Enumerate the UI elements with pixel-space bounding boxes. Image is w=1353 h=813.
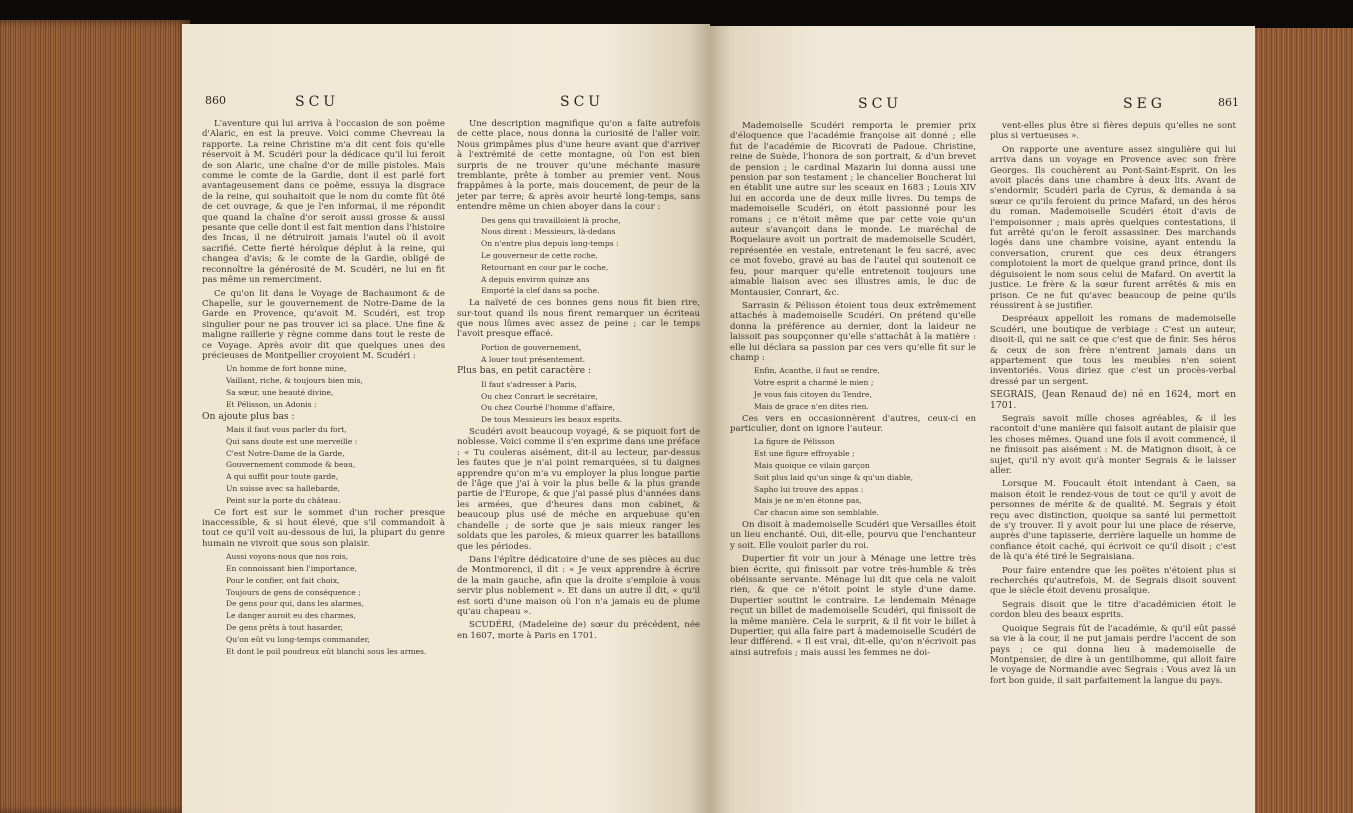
paragraph: Scudéri avoit beaucoup voyagé, & se piquoit fort de noblesse. Voici comme il s'en exprime dans une préface : « Tu couleras aisément, dit-il au lecteur, par-dessus les fautes que je n'ai point remarquées, si tu daignes apprendre qu'on m'a vu employer la plus longue partie de l'âge que j'ai à voir la plus belle & la plus grande partie de l'Europe, & que j'ai passé plus d'années dans les armées, que d'heures dans mon cabinet, & beaucoup plus usé de méche en arquebuse qu'en chandelle ; de sorte que je sais mieux ranger les soldats que les paroles, & mieux quarrer les bataillons que les périodes. (457, 427, 700, 552)
verse-line: Vaillant, riche, & toujours bien mis, (226, 376, 363, 386)
paragraph: Segrais disoit que le titre d'académicien étoit le cordon bleu des beaux esprits. (990, 599, 1236, 621)
verse-line: Qu'on eût vu long-temps commander, (226, 634, 370, 644)
verse-line: Sa sœur, une beauté divine, (226, 387, 334, 397)
paragraph: Quoique Segrais fût de l'académie, & qu'il eût passé sa vie à la cour, il ne put jamais perdre l'accent de son pays ; ce qui donna lieu à mademoiselle de Montpensier, de dire à un gentilhomme, qui alloit faire le voyage de Normandie avec Segrais : Vous avez là un fort bon guide, il sait parfaitement la langue du pays. (990, 623, 1236, 686)
verse-line: Ou chez Courbé l'homme d'affaire, (481, 403, 615, 413)
book-edge-right (1250, 28, 1353, 813)
verse-line: De gens pour qui, dans les alarmes, (226, 599, 364, 609)
paragraph: Ce fort est sur le sommet d'un rocher presque inaccessible, & si hout élevé, que s'il commandoit à tout ce qu'il voit au-dessous de lui, la plupart du genre humain ne vivroit que sous son plaisir. (202, 507, 445, 549)
paragraph: Segrais savoit mille choses agréables, & il les racontoit d'une manière qui faisoit autant de plaisir que les choses mêmes. Quand une fois il avoit commencé, il ne finissoit pas aisément : M. de Matignon disoit, à ce sujet, qu'il n'y avoit qu'à monter Segrais & le laisser aller. (990, 413, 1236, 476)
left-page-header (205, 94, 695, 116)
running-head-right: SCU (560, 94, 605, 110)
verse-line: Mais il faut vous parler du fort, (226, 424, 347, 434)
verse-line: Il faut s'adresser à Paris, (481, 379, 577, 389)
verse-line: Un suisse avec sa hallebarde, (226, 483, 340, 493)
verse-line: Portion de gouvernement, (481, 342, 582, 352)
paragraph: Sarrasin & Pélisson étoient tous deux extrêmement attachés à mademoiselle Scudéri. On prétend qu'elle donna la préférence au dernier, dont la laideur ne laissoit pas soupçonner qu'elle s'attachât à la matière : elle lui déclara sa passion par ces vers qu'elle fit sur le champ : (730, 300, 976, 363)
paragraph: Pour faire entendre que les poëtes n'étoient plus si recherchés qu'autrefois, M. de Segrais disoit souvent que le siècle étoit devenu prosaïque. (990, 565, 1236, 597)
verse-line: Mais quoique ce vilain garçon (754, 460, 870, 470)
paragraph: On rapporte une aventure assez singulière qui lui arriva dans un voyage en Provence avec son frère Georges. Ils couchèrent au Pont-Saint-Esprit. On les avoit placés dans une chambre à deux lits. Avant de s'endormir, Scudéri parla de Cyrus, & demanda à sa sœur ce qu'ils feroient du prince Mafard, un des héros du roman. Mademoiselle Scudéri étoit d'avis de l'empoisonner ; mais après quelques contestations, il fut arrêté qu'on le feroit assassiner. Des marchands logés dans une chambre voisine, ayant entendu la conversation, crurent que ces deux étrangers complotoient la mort de quelque grand prince, dont ils déguisoient le nom sous celui de Mafard. On avertit la justice. Le frère & la sœur furent arrêtés & mis en prison. Ce ne fut qu'avec beaucoup de peine qu'ils réussirent à se justifier. (990, 144, 1236, 311)
verse-line: A louer tout présentement. (481, 354, 586, 364)
paragraph: La naïveté de ces bonnes gens nous fit bien rire, sur-tout quand ils nous firent remarquer un écriteau que nous lûmes avec assez de peine ; car le temps l'avoit presque effacé. (457, 298, 700, 340)
running-head-right: SEG (1123, 96, 1166, 112)
section-heading: Plus bas, en petit caractère : (457, 365, 592, 377)
verse-line: Mais de grace n'en dites rien. (754, 401, 869, 411)
left-page-column-2 (457, 119, 700, 644)
page-number: 860 (205, 94, 226, 107)
verse-line: A depuis environ quinze ans (481, 274, 590, 284)
book-edge-left (0, 20, 190, 813)
verse-line: Et dont le poil poudreux eût blanchi sous les armes. (226, 646, 427, 656)
verse-line: Est une figure effroyable ; (754, 449, 855, 459)
verse-line: Des gens qui travailloient là proche, (481, 215, 621, 225)
left-page-column-1 (202, 119, 445, 658)
verse-line: Mais je ne m'en étonne pas, (754, 496, 862, 506)
paragraph: On disoit à mademoiselle Scudéri que Versailles étoit un lieu enchanté. Oui, dit-elle, pourvu que l'enchanteur y soit. Elle vouloit parler du roi. (730, 519, 976, 551)
verse-line: Soit plus laid qu'un singe & qu'un diable, (754, 472, 914, 482)
right-page-column-1 (730, 121, 976, 661)
section-heading: On ajoute plus bas : (202, 410, 295, 422)
verse-line: De gens prêts à tout hasarder, (226, 622, 343, 632)
right-page-column-2 (990, 121, 1236, 689)
verse-line: Enfin, Acanthe, il faut se rendre, (754, 366, 880, 376)
verse-line: Le gouverneur de cette roche, (481, 251, 598, 261)
paragraph: Dupertier fit voir un jour à Ménage une lettre très bien écrite, qui finissoit par votre très-humble & très obéissante servante. Ménage lui dit que cela ne valoit rien, & que ce n'étoit point le style d'une dame. Dupertier soutint le contraire. Le lendemain Ménage reçut un billet de mademoiselle Scudéri, qui finissoit de la même manière. Cela le surprit, & il fit voir le billet à Dupertier, qui alla faire part à mademoiselle Scudéri de leur différend. « Il est vrai, dit-elle, qu'on n'écrivoit pas ainsi autrefois ; mais aussi les femmes ne doi- (730, 554, 976, 658)
verse-line: Qui sans doute est une merveille : (226, 436, 358, 446)
running-head-left: SCU (295, 94, 340, 110)
paragraph: SCUDÉRI, (Madeleine de) sœur du précédent, née en 1607, morte à Paris en 1701. (457, 620, 700, 641)
verse-line: Emporté la clef dans sa poche. (481, 286, 600, 296)
left-page (182, 24, 710, 813)
verse-line: Aussi voyons-nous que nos rois, (226, 552, 349, 562)
verse-line: C'est Notre-Dame de la Garde, (226, 448, 345, 458)
verse-line: Peint sur la porte du château. (226, 495, 341, 505)
verse-line: Gouvernement commode & beau, (226, 460, 356, 470)
verse-line: La figure de Pélisson (754, 437, 835, 447)
right-page-header (733, 96, 1243, 118)
verse-line: Le danger auroit eu des charmes, (226, 611, 356, 621)
verse-line: Un homme de fort bonne mine, (226, 364, 347, 374)
paragraph: vent-elles plus être si fières depuis qu'elles ne sont plus si vertueuses ». (990, 121, 1236, 142)
paragraph: Ce qu'on lit dans le Voyage de Bachaumont & de Chapelle, sur le gouvernement de Notre-Dame de la Garde en Provence, qu'avoit M. Scudéri, est trop singulier pour ne pas trouver ici sa place. Une fine & maligne raillerie y règne comme dans tout le reste de ce Voyage. Après avoir dit que quelques unes des précieuses de Montpellier croyoient M. Scudéri : (202, 288, 445, 361)
paragraph: Mademoiselle Scudéri remporta le premier prix d'éloquence que l'académie françoise ait donné ; elle fut de l'académie de Ricovrati de Padoue. Christine, reine de Suède, l'honora de son portrait, & d'un brevet de pension ; le cardinal Mazarin lui donna aussi une pension par son testament ; le chancelier Boucherat lui en établit une autre sur les sceaux en 1683 ; Louis XIV lui en accorda une de deux mille livres. Du temps de mademoiselle Scudéri, on étoit passionné pour les romans ; ce n'étoit même que par cette voie qu'un auteur s'avançoit dans le monde. Le maréchal de Roquelaure avoit un portrait de mademoiselle Scudéri, représentée en vestale, entretenant le feu sacré, avec ce mot fovebo, gravé au bas de l'autel qui soutenoit ce feu, pour marquer qu'elle entretenoit toujours une aimable liaison avec ses illustres amis, le duc de Montausier, Conrart, &c. (730, 121, 976, 298)
verse-line: On n'entre plus depuis long-temps : (481, 239, 619, 249)
verse-line: Retournant en cour par le coche, (481, 262, 609, 272)
paragraph: L'aventure qui lui arriva à l'occasion de son poëme d'Alaric, en est la preuve. Voici comme Chevreau la rapporte. La reine Christine m'a dit cent fois qu'elle réservoit à M. Scudéri pour la dédicace qu'il lui feroit de son Alaric, une chaîne d'or de mille pistoles. Mais comme le comte de la Gardie, dont il est parlé fort avantageusement dans ce poëme, essuya la disgrace de la reine, qui souhaitoit que le nom du comte fût ôté de cet ouvrage, & que je l'en informai, il me répondit que quand la chaîne d'or seroit aussi grosse & aussi pesante que celle dont il est fait mention dans l'histoire des Incas, il ne détruiroit jamais l'autel où il avoit sacrifié. Cette fierté héroïque déplut à la reine, qui changea d'avis; & le comte de la Gardie, obligé de reconnoître la générosité de M. Scudéri, ne lui en fit pas même un remerciment. (202, 119, 445, 286)
verse-line: Sapho lui trouve des appas : (754, 484, 864, 494)
verse-line: Votre esprit a charmé le mien ; (754, 378, 874, 388)
paragraph: Dans l'épître dédicatoire d'une de ses pièces au duc de Montmorenci, il dit : « Je veux apprendre à écrire de la main gauche, afin que la droite s'emploie à vous servir plus noblement ». Et dans un autre il dit, « qu'il est sorti d'une maison où l'on n'a jamais eu de plume qu'au chapeau ». (457, 554, 700, 617)
verse-line: Car chacun aime son semblable. (754, 508, 879, 518)
verse-line: Pour le confier, ont fait choix, (226, 575, 340, 585)
page-number: 861 (1218, 96, 1239, 109)
right-page (710, 26, 1255, 813)
verse-line: Nous dirent : Messieurs, là-dedans (481, 227, 616, 237)
verse-line: En connoissant bien l'importance, (226, 563, 358, 573)
paragraph: Ces vers en occasionnèrent d'autres, ceux-ci en particulier, dont on ignore l'auteur. (730, 413, 976, 434)
running-head-left: SCU (858, 96, 903, 112)
verse-line: Et Pélisson, un Adonis : (226, 399, 317, 409)
paragraph: Une description magnifique qu'on a faite autrefois de cette place, nous donna la curiosité de l'aller voir. Nous grimpâmes plus d'une heure avant que d'arriver à l'extrémité de cette montagne, où l'on est bien surpris de ne trouver qu'une méchante masure tremblante, prête à tomber au premier vent. Nous frappâmes à la porte, mais doucement, de peur de la jeter par terre; & après avoir heurté long-temps, sans entendre même un chien aboyer dans la cour : (457, 119, 700, 213)
paragraph: Lorsque M. Foucault étoit intendant à Caen, sa maison étoit le rendez-vous de tout ce qu'il y avoit de personnes de mérite & de qualité. M. Segrais y étoit reçu avec distinction, quoique sa santé lui permettoit de s'y trouver. Il y avoit pour lui une place de réserve, auprès d'une tapisserie, derrière laquelle un homme de confiance étoit caché, qui écrivoit ce qu'il disoit ; c'est de là qu'a été tiré le Segraisiana. (990, 479, 1236, 563)
verse-line: Je vous fais citoyen du Tendre, (754, 389, 872, 399)
verse-line: De tous Messieurs les beaux esprits. (481, 415, 623, 425)
paragraph: Despréaux appelloit les romans de mademoiselle Scudéri, une boutique de verbiage : C'est un auteur, disoit-il, qui ne sait ce que c'est que de finir. Ses héros & ceux de son frère n'entrent jamais dans un appartement que tous les meubles n'en soient inventoriés. Vous diriez que c'est un procès-verbal dressé par un sergent. (990, 314, 1236, 387)
verse-line: Ou chez Conrart le secrétaire, (481, 391, 598, 401)
verse-line: Toujours de gens de conséquence ; (226, 587, 361, 597)
section-heading: SEGRAIS, (Jean Renaud de) né en 1624, mort en 1701. (990, 389, 1236, 411)
verse-line: A qui suffit pour toute garde, (226, 472, 339, 482)
